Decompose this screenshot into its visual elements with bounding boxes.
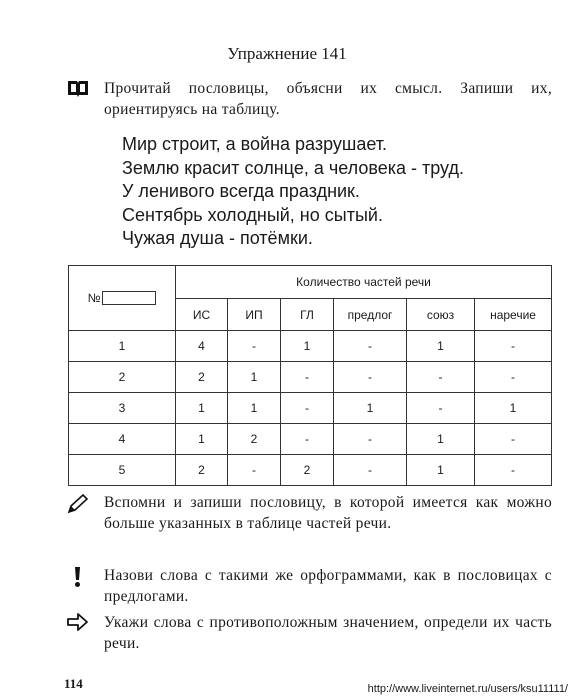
table-cell: 4 [176, 331, 228, 362]
table-cell: - [475, 331, 552, 362]
task-name-words: Назови слова с такими же орфограммами, как в пословицах с предлогами. [104, 567, 552, 605]
table-cell: 2 [281, 455, 334, 486]
proverb: Мир строит, а война разрушает. [122, 134, 388, 154]
page-number: 114 [64, 676, 83, 691]
column-header: наречие [475, 299, 552, 331]
number-header [69, 266, 176, 331]
arrow-right-icon [66, 612, 90, 634]
table-cell: 2 [176, 362, 228, 393]
table-cell: 1 [407, 424, 475, 455]
table-cell: - [281, 424, 334, 455]
row-number: 5 [69, 455, 176, 486]
table-cell: 1 [407, 331, 475, 362]
table-row [69, 393, 552, 424]
table-cell: - [228, 455, 281, 486]
table-cell: 1 [228, 393, 281, 424]
table-cell: - [228, 331, 281, 362]
exercise-title: Упражнение 141 [227, 44, 347, 63]
table-cell: - [334, 331, 407, 362]
book-icon [66, 78, 90, 100]
table-cell: 1 [176, 393, 228, 424]
proverb: Чужая душа - потёмки. [122, 228, 313, 248]
column-header: предлог [334, 299, 407, 331]
table-cell: 1 [334, 393, 407, 424]
table-cell: - [334, 424, 407, 455]
task-antonyms: Укажи слова с противоположным значением, определи их часть речи. [104, 614, 552, 652]
number-input-box [102, 291, 156, 305]
column-header: союз [407, 299, 475, 331]
task-write-proverb: Вспомни и запиши пословицу, в которой имеется как можно больше указанных в таблице частей речи. [104, 494, 552, 532]
row-number: 1 [69, 331, 176, 362]
table-cell: - [334, 362, 407, 393]
table-cell: - [475, 362, 552, 393]
table-cell: - [334, 455, 407, 486]
pencil-icon [66, 493, 90, 515]
table-cell: - [281, 362, 334, 393]
column-header: ГЛ [281, 299, 334, 331]
table-cell: 2 [228, 424, 281, 455]
column-header: ИП [228, 299, 281, 331]
table-cell: - [281, 393, 334, 424]
row-number: 4 [69, 424, 176, 455]
table-row [69, 331, 552, 362]
table-cell: 2 [176, 455, 228, 486]
proverbs-list [122, 133, 464, 251]
exclamation-icon [66, 566, 90, 588]
column-header: ИС [176, 299, 228, 331]
table-cell: 1 [176, 424, 228, 455]
proverb: Землю красит солнце, а человека - труд. [122, 157, 464, 178]
table-cell: 1 [281, 331, 334, 362]
table-cell: - [475, 455, 552, 486]
watermark-url: http://www.liveinternet.ru/users/ksu11111/ [367, 683, 568, 695]
row-number: 3 [69, 393, 176, 424]
task-read-proverbs: Прочитай пословицы, объясни их смысл. Запиши их, ориентируясь на таблицу. [104, 80, 552, 118]
table-cell: 1 [228, 362, 281, 393]
table-cell: - [407, 393, 475, 424]
group-header: Количество частей речи [176, 266, 552, 299]
proverb: Сентябрь холодный, но сытый. [122, 204, 383, 225]
row-number: 2 [69, 362, 176, 393]
table-row [69, 362, 552, 393]
table-cell: - [407, 362, 475, 393]
table-cell: - [475, 424, 552, 455]
parts-of-speech-table [68, 265, 552, 486]
proverb: У ленивого всегда праздник. [122, 181, 360, 201]
table-cell: 1 [407, 455, 475, 486]
table-cell: 1 [475, 393, 552, 424]
table-row [69, 424, 552, 455]
table-row [69, 455, 552, 486]
number-label: № [87, 290, 101, 305]
